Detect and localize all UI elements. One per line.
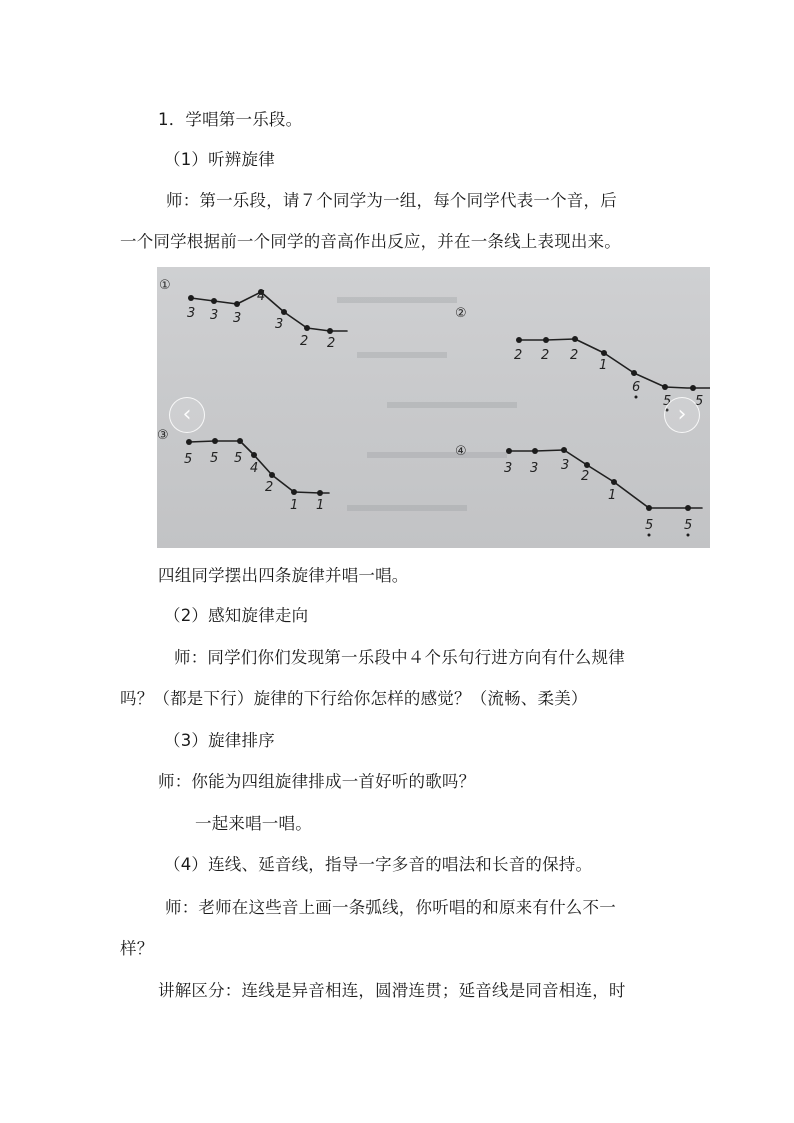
group-3-notes bbox=[184, 438, 324, 513]
section-heading: 1．学唱第一乐段。 bbox=[158, 110, 303, 129]
note-label: 5 bbox=[695, 394, 704, 409]
note-label: 2 bbox=[327, 336, 336, 351]
subheading-slur: （4）连线、延音线，指导一字多音的唱法和长音的保持。 bbox=[164, 855, 593, 874]
note-label: 2 bbox=[570, 348, 579, 363]
group-label: ② bbox=[455, 306, 467, 321]
note-label: 5 bbox=[210, 451, 219, 466]
note-label: 5 bbox=[234, 451, 243, 466]
paragraph-line: 师：第一乐段，请７个同学为一组，每个同学代表一个音，后 bbox=[166, 191, 617, 210]
note-label: 1 bbox=[608, 488, 617, 503]
note-label: 5 bbox=[645, 518, 654, 533]
subheading-listen: （1）听辨旋律 bbox=[164, 150, 275, 169]
note-label: 3 bbox=[187, 306, 196, 321]
paragraph-line: 样？ bbox=[120, 939, 154, 958]
note-label: 2 bbox=[300, 334, 309, 349]
note-label: 3 bbox=[275, 317, 284, 332]
paragraph-line: 一起来唱一唱。 bbox=[195, 814, 312, 833]
note-label: 2 bbox=[514, 348, 523, 363]
note-label: 5 bbox=[663, 394, 672, 409]
note-label: 1 bbox=[599, 358, 608, 373]
note-label: 3 bbox=[561, 458, 570, 473]
note-label: 2 bbox=[581, 469, 590, 484]
note-label: 6 bbox=[632, 380, 641, 395]
note-label: 3 bbox=[210, 308, 219, 323]
paragraph-line: 师：老师在这些音上画一条弧线，你听唱的和原来有什么不一 bbox=[165, 898, 616, 917]
melody-photo bbox=[157, 267, 710, 548]
melody-drawing bbox=[157, 267, 710, 548]
note-label: 1 bbox=[316, 498, 325, 513]
note-label: 4 bbox=[257, 289, 266, 304]
group-label: ③ bbox=[157, 428, 169, 443]
note-label: 2 bbox=[265, 480, 274, 495]
group-4-notes bbox=[504, 447, 692, 537]
paragraph-line: 四组同学摆出四条旋律并唱一唱。 bbox=[158, 566, 409, 585]
subheading-perceive: （2）感知旋律走向 bbox=[164, 606, 309, 625]
group-label: ① bbox=[159, 278, 171, 293]
carousel-next-button[interactable] bbox=[664, 397, 700, 433]
note-label: 2 bbox=[541, 348, 550, 363]
chevron-right-icon: › bbox=[677, 402, 687, 427]
note-label: 4 bbox=[250, 461, 259, 476]
note-label: 1 bbox=[290, 498, 299, 513]
group-label: ④ bbox=[455, 444, 467, 459]
paragraph-line: 师：同学们你们发现第一乐段中４个乐句行进方向有什么规律 bbox=[174, 648, 625, 667]
paragraph-line: 师：你能为四组旋律排成一首好听的歌吗？ bbox=[158, 772, 476, 791]
note-label: 3 bbox=[233, 311, 242, 326]
note-label: 5 bbox=[684, 518, 693, 533]
paragraph-line: 吗？（都是下行）旋律的下行给你怎样的感觉？（流畅、柔美） bbox=[120, 689, 588, 708]
group-1-notes bbox=[187, 289, 335, 351]
note-label: 5 bbox=[184, 452, 193, 467]
chevron-left-icon: ‹ bbox=[182, 402, 192, 427]
note-label: 3 bbox=[530, 461, 539, 476]
paragraph-line: 讲解区分：连线是异音相连，圆滑连贯；延音线是同音相连，时 bbox=[158, 981, 626, 1000]
subheading-order: （3）旋律排序 bbox=[164, 731, 275, 750]
note-label: 3 bbox=[504, 461, 513, 476]
carousel-prev-button[interactable] bbox=[169, 397, 205, 433]
paragraph-line: 一个同学根据前一个同学的音高作出反应，并在一条线上表现出来。 bbox=[120, 232, 621, 251]
